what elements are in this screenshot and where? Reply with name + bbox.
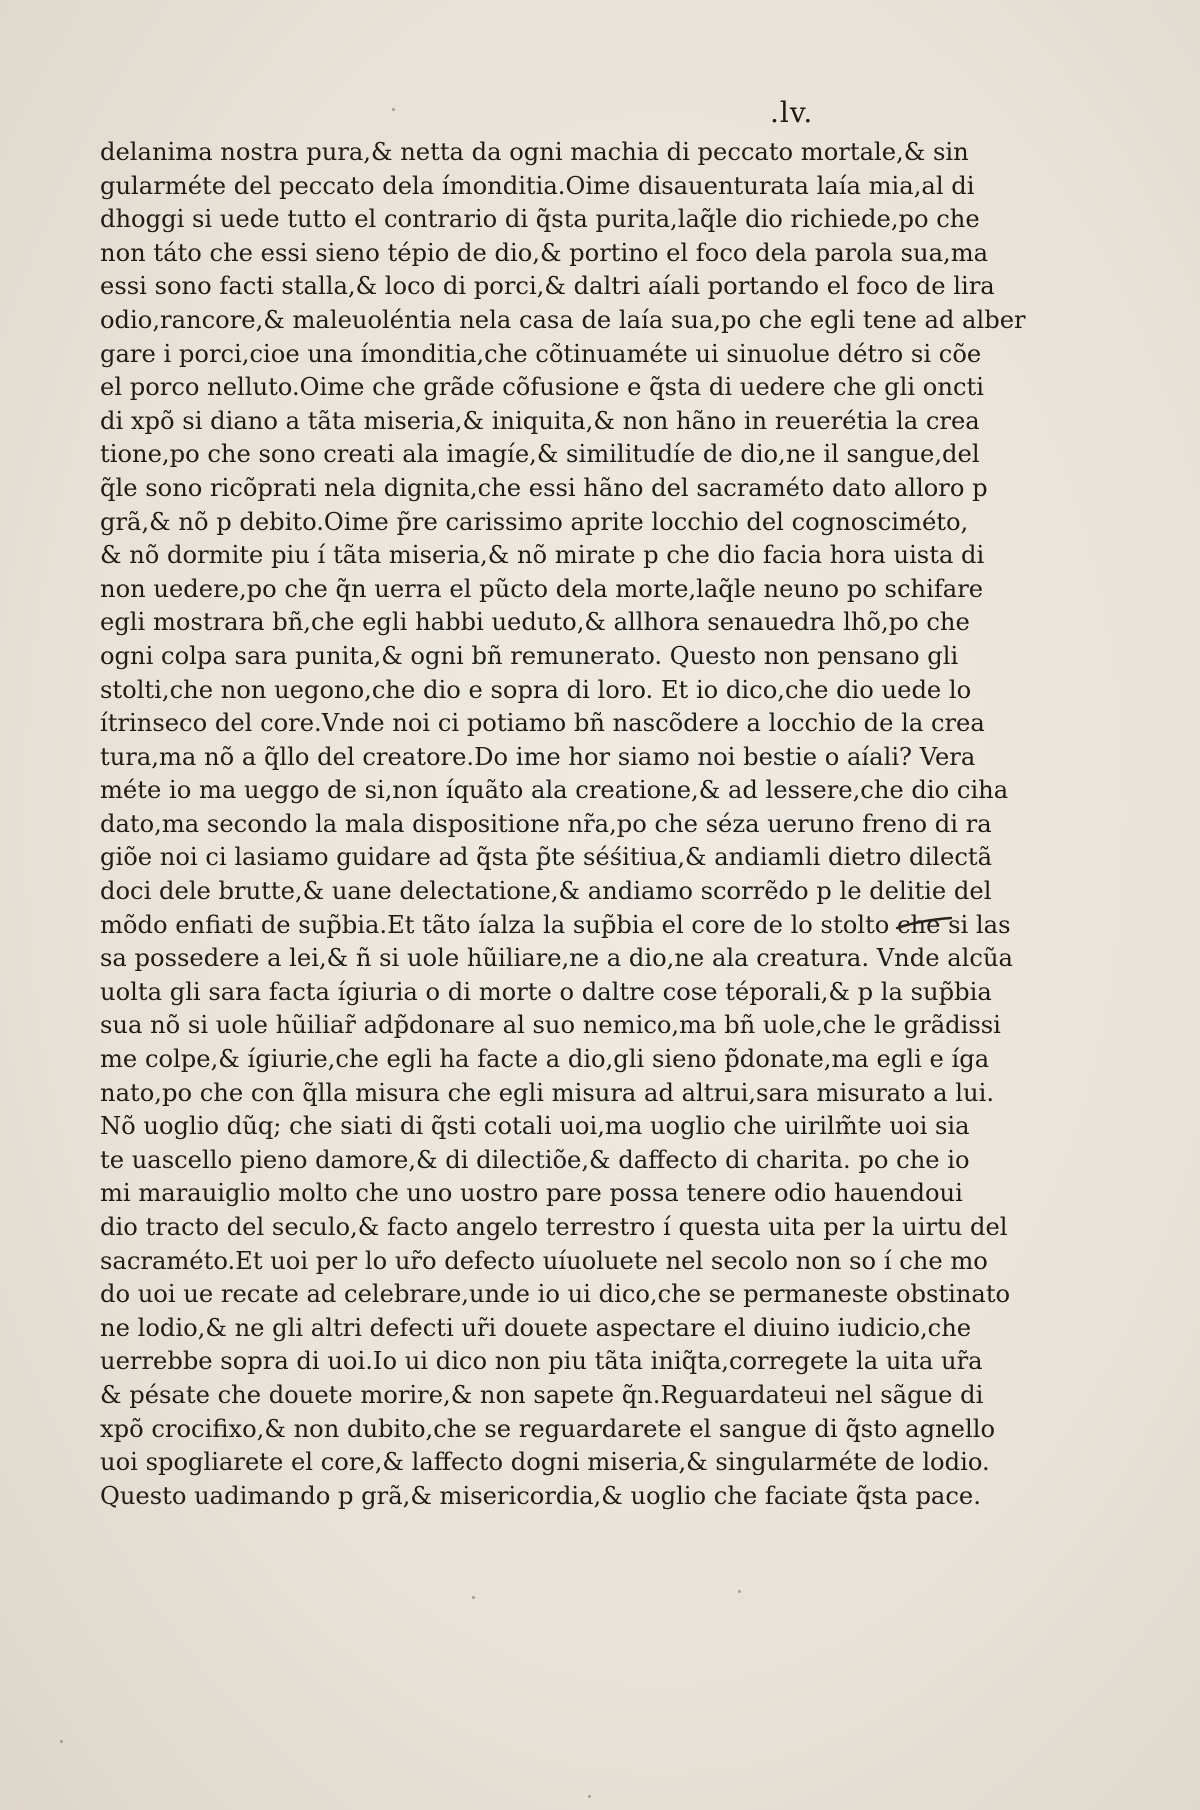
text-line: el porco nelluto.Oime che grãde cõfusione e q̃sta di uedere che gli oncti bbox=[100, 373, 984, 402]
text-line: ogni colpa sara punita,& ogni bñ remunerato. Questo non pensano gli bbox=[100, 641, 959, 670]
text-line: do uoi ue recate ad celebrare,unde io ui dico,che se permaneste obstinato bbox=[100, 1280, 1011, 1309]
text-line: gularméte del peccato dela ímonditia.Oime disauenturata laía mia,al di bbox=[100, 171, 975, 200]
text-line: uolta gli sara facta ígiuria o di morte o daltre cose téporali,& p la sup̃bia bbox=[100, 977, 992, 1006]
text-line: gare i porci,cioe una ímonditia,che cõtinuaméte ui sinuolue détro si cõe bbox=[100, 339, 982, 368]
text-line: di xpõ si diano a tãta miseria,& iniquita,& non hãno in reuerétia la crea bbox=[100, 406, 980, 435]
text-line: sa possedere a lei,& ñ si uole hũiliare,ne a dio,ne ala creatura. Vnde alcũa bbox=[100, 944, 1013, 973]
paper-speck bbox=[472, 1596, 475, 1599]
text-line: doci dele brutte,& uane delectatione,& andiamo scorrẽdo p le delitie del bbox=[100, 877, 992, 906]
text-line: stolti,che non uegono,che dio e sopra di loro. Et io dico,che dio uede lo bbox=[100, 675, 972, 704]
text-line: uoi spogliarete el core,& laffecto dogni miseria,& singularméte de lodio. bbox=[100, 1448, 990, 1477]
text-line: non uedere,po che q̃n uerra el pũcto dela morte,laq̃le neuno po schifare bbox=[100, 574, 984, 603]
text-line: mi marauiglio molto che uno uostro pare possa tenere odio hauendoui bbox=[100, 1179, 963, 1208]
text-line: egli mostrara bñ,che egli habbi ueduto,& allhora senauedra lhõ,po che bbox=[100, 608, 970, 637]
text-line: me colpe,& ígiurie,che egli ha facte a dio,gli sieno p̃donate,ma egli e íga bbox=[100, 1045, 990, 1074]
text-line: delanima nostra pura,& netta da ogni machia di peccato mortale,& sin bbox=[100, 138, 969, 166]
text-line: te uascello pieno damore,& di dilectiõe,& daffecto di charita. po che io bbox=[100, 1145, 970, 1174]
paper-speck bbox=[60, 1740, 63, 1743]
text-line: tione,po che sono creati ala imagíe,& similitudíe de dio,ne il sangue,del bbox=[100, 440, 980, 469]
text-line: & nõ dormite piu í tãta miseria,& nõ mirate p che dio facia hora uista di bbox=[100, 541, 985, 570]
text-line: sacraméto.Et uoi per lo ur̃o defecto uíuoluete nel secolo non so í che mo bbox=[100, 1246, 988, 1275]
text-line: essi sono facti stalla,& loco di porci,& daltri aíali portando el foco de lira bbox=[100, 272, 995, 301]
paper-speck bbox=[588, 1795, 591, 1798]
folio-number: .lv. bbox=[770, 96, 814, 129]
text-line: xpõ crocifixo,& non dubito,che se reguardarete el sangue di q̃sto agnello bbox=[100, 1414, 996, 1443]
text-line: nato,po che con q̃lla misura che egli misura ad altrui,sara misurato a lui. bbox=[100, 1078, 995, 1107]
text-line: ítrinseco del core.Vnde noi ci potiamo bñ nascõdere a locchio de la crea bbox=[100, 709, 985, 738]
text-line: grã,& nõ p debito.Oime p̃re carissimo aprite locchio del cognosciméto, bbox=[100, 507, 969, 536]
text-line: méte io ma ueggo de si,non íquãto ala creatione,& ad lessere,che dio ciha bbox=[100, 776, 1009, 805]
text-line: q̃le sono ricõprati nela dignita,che essi hãno del sacraméto dato alloro p bbox=[100, 473, 988, 502]
text-line: dio tracto del seculo,& facto angelo terrestro í questa uita per la uirtu del bbox=[100, 1213, 1008, 1241]
text-line: tura,ma nõ a q̃llo del creatore.Do ime hor siamo noi bestie o aíali? Vera bbox=[100, 742, 976, 771]
text-line: ne lodio,& ne gli altri defecti ur̃i douete aspectare el diuino iudicio,che bbox=[100, 1313, 972, 1342]
paper-speck bbox=[738, 1590, 741, 1593]
text-line: uerrebbe sopra di uoi.Io ui dico non piu tãta iniq̃ta,corregete la uita ur̃a bbox=[100, 1347, 983, 1376]
text-line: Nõ uoglio dũq; che siati di q̃sti cotali uoi,ma uoglio che uirilm̃te uoi sia bbox=[100, 1112, 970, 1141]
text-line: non táto che essi sieno tépio de dio,& portino el foco dela parola sua,ma bbox=[100, 238, 989, 267]
text-line: & pésate che douete morire,& non sapete q̃n.Reguardateui nel sãgue di bbox=[100, 1380, 984, 1409]
text-line: mõdo enfiati de sup̃bia.Et tãto íalza la sup̃bia el core de lo stolto che si las bbox=[100, 910, 1011, 939]
text-line: odio,rancore,& maleuoléntia nela casa de laía sua,po che egli tene ad alber bbox=[100, 305, 1026, 334]
text-line: Questo uadimando p grã,& misericordia,& uoglio che faciate q̃sta pace. bbox=[100, 1481, 981, 1510]
text-line: dhoggi si uede tutto el contrario di q̃sta purita,laq̃le dio richiede,po che bbox=[100, 205, 980, 234]
text-line: sua nõ si uole hũiliar̃ adp̃donare al suo nemico,ma bñ uole,che le grãdissi bbox=[100, 1011, 1001, 1040]
text-line: giõe noi ci lasiamo guidare ad q̃sta p̃te séśitiua,& andiamli dietro dilectã bbox=[100, 843, 993, 872]
margin-mark-icon bbox=[895, 914, 953, 934]
paper-speck bbox=[392, 108, 395, 111]
text-line: dato,ma secondo la mala dispositione nr̃a,po che séza ueruno freno di ra bbox=[100, 809, 992, 838]
text-block bbox=[100, 136, 1026, 1513]
